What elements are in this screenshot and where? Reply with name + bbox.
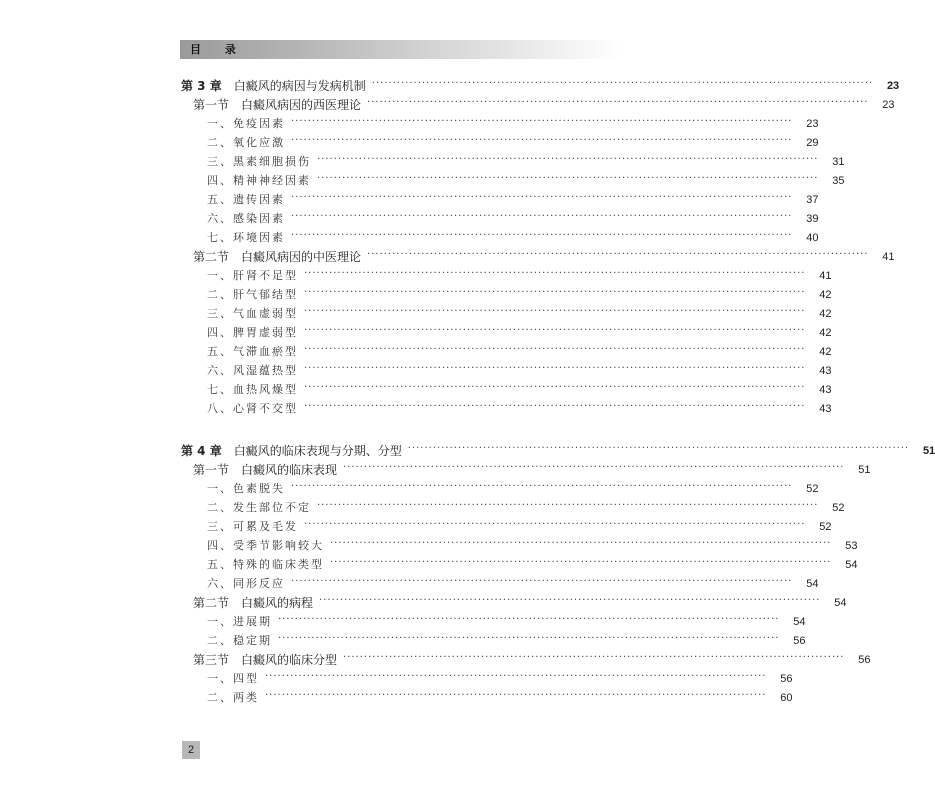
toc-page-number: 60 (780, 692, 793, 704)
toc-leader-dots: ························································································································ (304, 287, 806, 298)
toc-entry-label (207, 193, 285, 207)
toc-entry-title: 四型 (233, 672, 259, 685)
toc-page-number: 52 (819, 521, 832, 533)
toc-entry-label (193, 596, 313, 610)
toc-entry-number: 五、 (207, 193, 233, 206)
toc-page-number: 42 (819, 346, 832, 358)
toc-entry-number: 一、 (207, 482, 233, 495)
toc-leader-dots: ························································································································ (304, 344, 806, 355)
toc-leader-dots: ························································································································ (265, 671, 767, 682)
toc-section-row (193, 648, 871, 667)
toc-page-number: 31 (832, 156, 845, 168)
toc-entry-number: 二、 (207, 288, 233, 301)
toc-section-row (193, 245, 895, 264)
toc-entry-number: 三、 (207, 307, 233, 320)
toc-page-number: 56 (780, 673, 793, 685)
toc-leader-dots: ························································································································ (367, 97, 869, 108)
toc-entry-number: 二、 (207, 501, 233, 514)
toc-page-number: 51 (922, 445, 935, 457)
toc-page-number: 23 (886, 80, 900, 92)
toc-entry-label (207, 155, 311, 169)
toc-item-row (207, 169, 845, 188)
toc-entry-number: 三、 (207, 520, 233, 533)
toc-entry-number: 一、 (207, 269, 233, 282)
toc-entry-label (207, 634, 272, 648)
toc-entry-title: 同形反应 (233, 577, 285, 590)
toc-page-number: 42 (819, 327, 832, 339)
toc-item-row (207, 340, 832, 359)
toc-entry-label (193, 463, 337, 477)
toc-entry-title: 脾胃虚弱型 (233, 326, 298, 339)
toc-entry-label (207, 326, 298, 340)
toc-entry-label (181, 444, 402, 458)
toc-page-number: 40 (806, 232, 819, 244)
toc-entry-title: 风湿蕴热型 (233, 364, 298, 377)
toc-page-number: 41 (819, 270, 832, 282)
toc-entry-title: 免疫因素 (233, 117, 285, 130)
toc-entry-label (207, 615, 272, 629)
toc-entry-title: 白癜风的临床分型 (241, 653, 338, 667)
toc-item-row (207, 283, 832, 302)
toc-entry-title: 色素脱失 (233, 482, 285, 495)
toc-page-number: 43 (819, 384, 832, 396)
toc-entry-title: 受季节影响较大 (233, 539, 324, 552)
toc-page-number: 56 (793, 635, 806, 647)
toc-page-number: 52 (806, 483, 819, 495)
toc-entry-label (207, 402, 298, 416)
toc-entry-label (207, 288, 298, 302)
toc-entry-label (207, 691, 259, 705)
toc-item-row (207, 302, 832, 321)
toc-item-row (207, 378, 832, 397)
toc-entry-number: 第 4 章 (181, 444, 222, 458)
toc-entry-title: 环境因素 (233, 231, 285, 244)
toc-entry-title: 气血虚弱型 (233, 307, 298, 320)
toc-leader-dots: ························································································································ (265, 690, 767, 701)
toc-entry-label (207, 520, 298, 534)
toc-entry-number: 四、 (207, 539, 233, 552)
toc-item-row (207, 207, 819, 226)
toc-entry-number: 第一节 (193, 98, 230, 112)
toc-entry-number: 一、 (207, 117, 233, 130)
toc-leader-dots: ························································································································ (304, 401, 806, 412)
toc-item-row (207, 321, 832, 340)
toc-leader-dots: ························································································································ (330, 557, 832, 568)
toc-entry-number: 六、 (207, 212, 233, 225)
toc-page-number: 54 (806, 578, 819, 590)
toc-page-number: 56 (858, 654, 871, 666)
toc-leader-dots: ························································································································ (304, 363, 806, 374)
toc-page-number: 54 (834, 597, 847, 609)
toc-page-number: 29 (806, 137, 819, 149)
toc-entry-label (207, 269, 298, 283)
toc-page-number: 52 (832, 502, 845, 514)
toc-entry-title: 心肾不交型 (233, 402, 298, 415)
toc-entry-title: 血热风燥型 (233, 383, 298, 396)
toc-leader-dots: ························································································································ (304, 306, 806, 317)
toc-entry-label (207, 558, 324, 572)
toc-item-row (207, 226, 819, 245)
toc-entry-title: 遗传因素 (233, 193, 285, 206)
toc-entry-label (207, 117, 285, 131)
toc-item-row (207, 515, 832, 534)
toc-page-number: 43 (819, 403, 832, 415)
toc-page-number: 23 (806, 118, 819, 130)
toc-leader-dots: ························································································································ (317, 500, 819, 511)
toc-item-row (207, 131, 819, 150)
toc-leader-dots: ························································································································ (291, 116, 793, 127)
toc-chapter-row (181, 74, 900, 93)
toc-leader-dots: ························································································································ (278, 633, 780, 644)
toc-leader-dots: ························································································································ (343, 652, 845, 663)
toc-page-number: 41 (882, 251, 895, 263)
toc-entry-title: 白癜风病因的中医理论 (241, 250, 362, 264)
toc-page-number: 54 (793, 616, 806, 628)
toc-entry-number: 第二节 (193, 250, 230, 264)
toc-entry-number: 三、 (207, 155, 233, 168)
toc-entry-label (207, 539, 324, 553)
toc-page-number: 43 (819, 365, 832, 377)
toc-entry-title: 黑素细胞损伤 (233, 155, 311, 168)
header-bar (180, 40, 620, 59)
toc-item-row (207, 629, 806, 648)
toc-entry-label (193, 98, 361, 112)
toc-entry-label (181, 79, 366, 93)
toc-item-row (207, 610, 806, 629)
toc-item-row (207, 188, 819, 207)
toc-leader-dots: ························································································································ (291, 135, 793, 146)
toc-entry-title: 稳定期 (233, 634, 272, 647)
toc-entry-label (207, 345, 298, 359)
toc-leader-dots: ························································································································ (319, 595, 821, 606)
toc-entry-label (207, 383, 298, 397)
toc-entry-title: 白癜风的临床表现 (241, 463, 338, 477)
toc-entry-number: 六、 (207, 364, 233, 377)
toc-entry-number: 第二节 (193, 596, 230, 610)
toc-entry-title: 进展期 (233, 615, 272, 628)
toc-page-number: 54 (845, 559, 858, 571)
toc-item-row (207, 667, 793, 686)
toc-item-row (207, 553, 858, 572)
toc-item-row (207, 150, 845, 169)
toc-entry-number: 四、 (207, 326, 233, 339)
toc-entry-label (207, 231, 285, 245)
toc-entry-title: 两类 (233, 691, 259, 704)
toc-entry-title: 肝气郁结型 (233, 288, 298, 301)
toc-entry-number: 七、 (207, 383, 233, 396)
toc-leader-dots: ························································································································ (291, 211, 793, 222)
toc-entry-title: 感染因素 (233, 212, 285, 225)
toc-leader-dots: ························································································································ (278, 614, 780, 625)
toc-entry-title: 白癜风病因的西医理论 (241, 98, 362, 112)
toc-page-number: 51 (858, 464, 871, 476)
toc-entry-number: 五、 (207, 345, 233, 358)
toc-leader-dots: ························································································································ (304, 519, 806, 530)
toc-page-number: 23 (882, 99, 895, 111)
toc-leader-dots: ························································································································ (371, 78, 874, 89)
toc-page-number: 35 (832, 175, 845, 187)
toc-leader-dots: ························································································································ (291, 481, 793, 492)
toc-item-row (207, 397, 832, 416)
toc-entry-number: 六、 (207, 577, 233, 590)
toc-leader-dots: ························································································································ (330, 538, 832, 549)
toc-entry-title: 白癜风的临床表现与分期、分型 (233, 444, 402, 458)
toc-entry-number: 第一节 (193, 463, 230, 477)
toc-item-row (207, 477, 819, 496)
toc-section-row (193, 93, 895, 112)
toc-entry-number: 二、 (207, 136, 233, 149)
toc-entry-label (207, 672, 259, 686)
toc-item-row (207, 112, 819, 131)
toc-entry-label (193, 653, 337, 667)
toc-item-row (207, 572, 819, 591)
toc-entry-title: 气滞血瘀型 (233, 345, 298, 358)
toc-entry-number: 七、 (207, 231, 233, 244)
toc-page-number: 53 (845, 540, 858, 552)
page-number: 2 (182, 741, 200, 759)
toc-entry-title: 精神神经因素 (233, 174, 311, 187)
toc-page-number: 42 (819, 308, 832, 320)
toc-leader-dots: ························································································································ (343, 462, 845, 473)
toc-entry-label (193, 250, 361, 264)
toc-leader-dots: ························································································································ (304, 325, 806, 336)
toc-entry-label (207, 212, 285, 226)
toc-entry-number: 八、 (207, 402, 233, 415)
toc-section-row (193, 591, 847, 610)
toc-leader-dots: ························································································································ (367, 249, 869, 260)
toc-entry-number: 一、 (207, 672, 233, 685)
toc-entry-label (207, 501, 311, 515)
toc-leader-dots: ························································································································ (291, 192, 793, 203)
toc-entry-number: 二、 (207, 691, 233, 704)
toc-entry-number: 四、 (207, 174, 233, 187)
toc-entry-label (207, 577, 285, 591)
toc-entry-label (207, 307, 298, 321)
toc-entry-label (207, 174, 311, 188)
toc-item-row (207, 534, 858, 553)
toc-entry-label (207, 136, 285, 150)
toc-entry-number: 第三节 (193, 653, 230, 667)
toc-leader-dots: ························································································································ (291, 576, 793, 587)
toc-entry-number: 第 3 章 (181, 79, 222, 93)
toc-item-row (207, 359, 832, 378)
toc-entry-title: 白癜风的病程 (241, 596, 314, 610)
toc-page-number: 39 (806, 213, 819, 225)
toc-entry-title: 发生部位不定 (233, 501, 311, 514)
toc-entry-title: 氧化应激 (233, 136, 285, 149)
toc-entry-title: 可累及毛发 (233, 520, 298, 533)
toc-leader-dots: ························································································································ (317, 154, 819, 165)
toc-entry-label (207, 482, 285, 496)
toc-entry-label (207, 364, 298, 378)
toc-leader-dots: ························································································································ (304, 382, 806, 393)
toc-entry-title: 肝肾不足型 (233, 269, 298, 282)
toc-item-row (207, 686, 793, 705)
page-header-title: 目 录 (190, 43, 246, 56)
toc-leader-dots: ························································································································ (304, 268, 806, 279)
toc-entry-title: 特殊的临床类型 (233, 558, 324, 571)
toc-chapter-row (181, 439, 935, 458)
toc-leader-dots: ························································································································ (407, 443, 910, 454)
toc-leader-dots: ························································································································ (317, 173, 819, 184)
toc-entry-number: 五、 (207, 558, 233, 571)
toc-section-row (193, 458, 871, 477)
toc-entry-number: 二、 (207, 634, 233, 647)
toc-item-row (207, 264, 832, 283)
toc-entry-title: 白癜风的病因与发病机制 (233, 79, 366, 93)
toc-leader-dots: ························································································································ (291, 230, 793, 241)
toc-entry-number: 一、 (207, 615, 233, 628)
toc-item-row (207, 496, 845, 515)
toc-page-number: 37 (806, 194, 819, 206)
toc-page-number: 42 (819, 289, 832, 301)
